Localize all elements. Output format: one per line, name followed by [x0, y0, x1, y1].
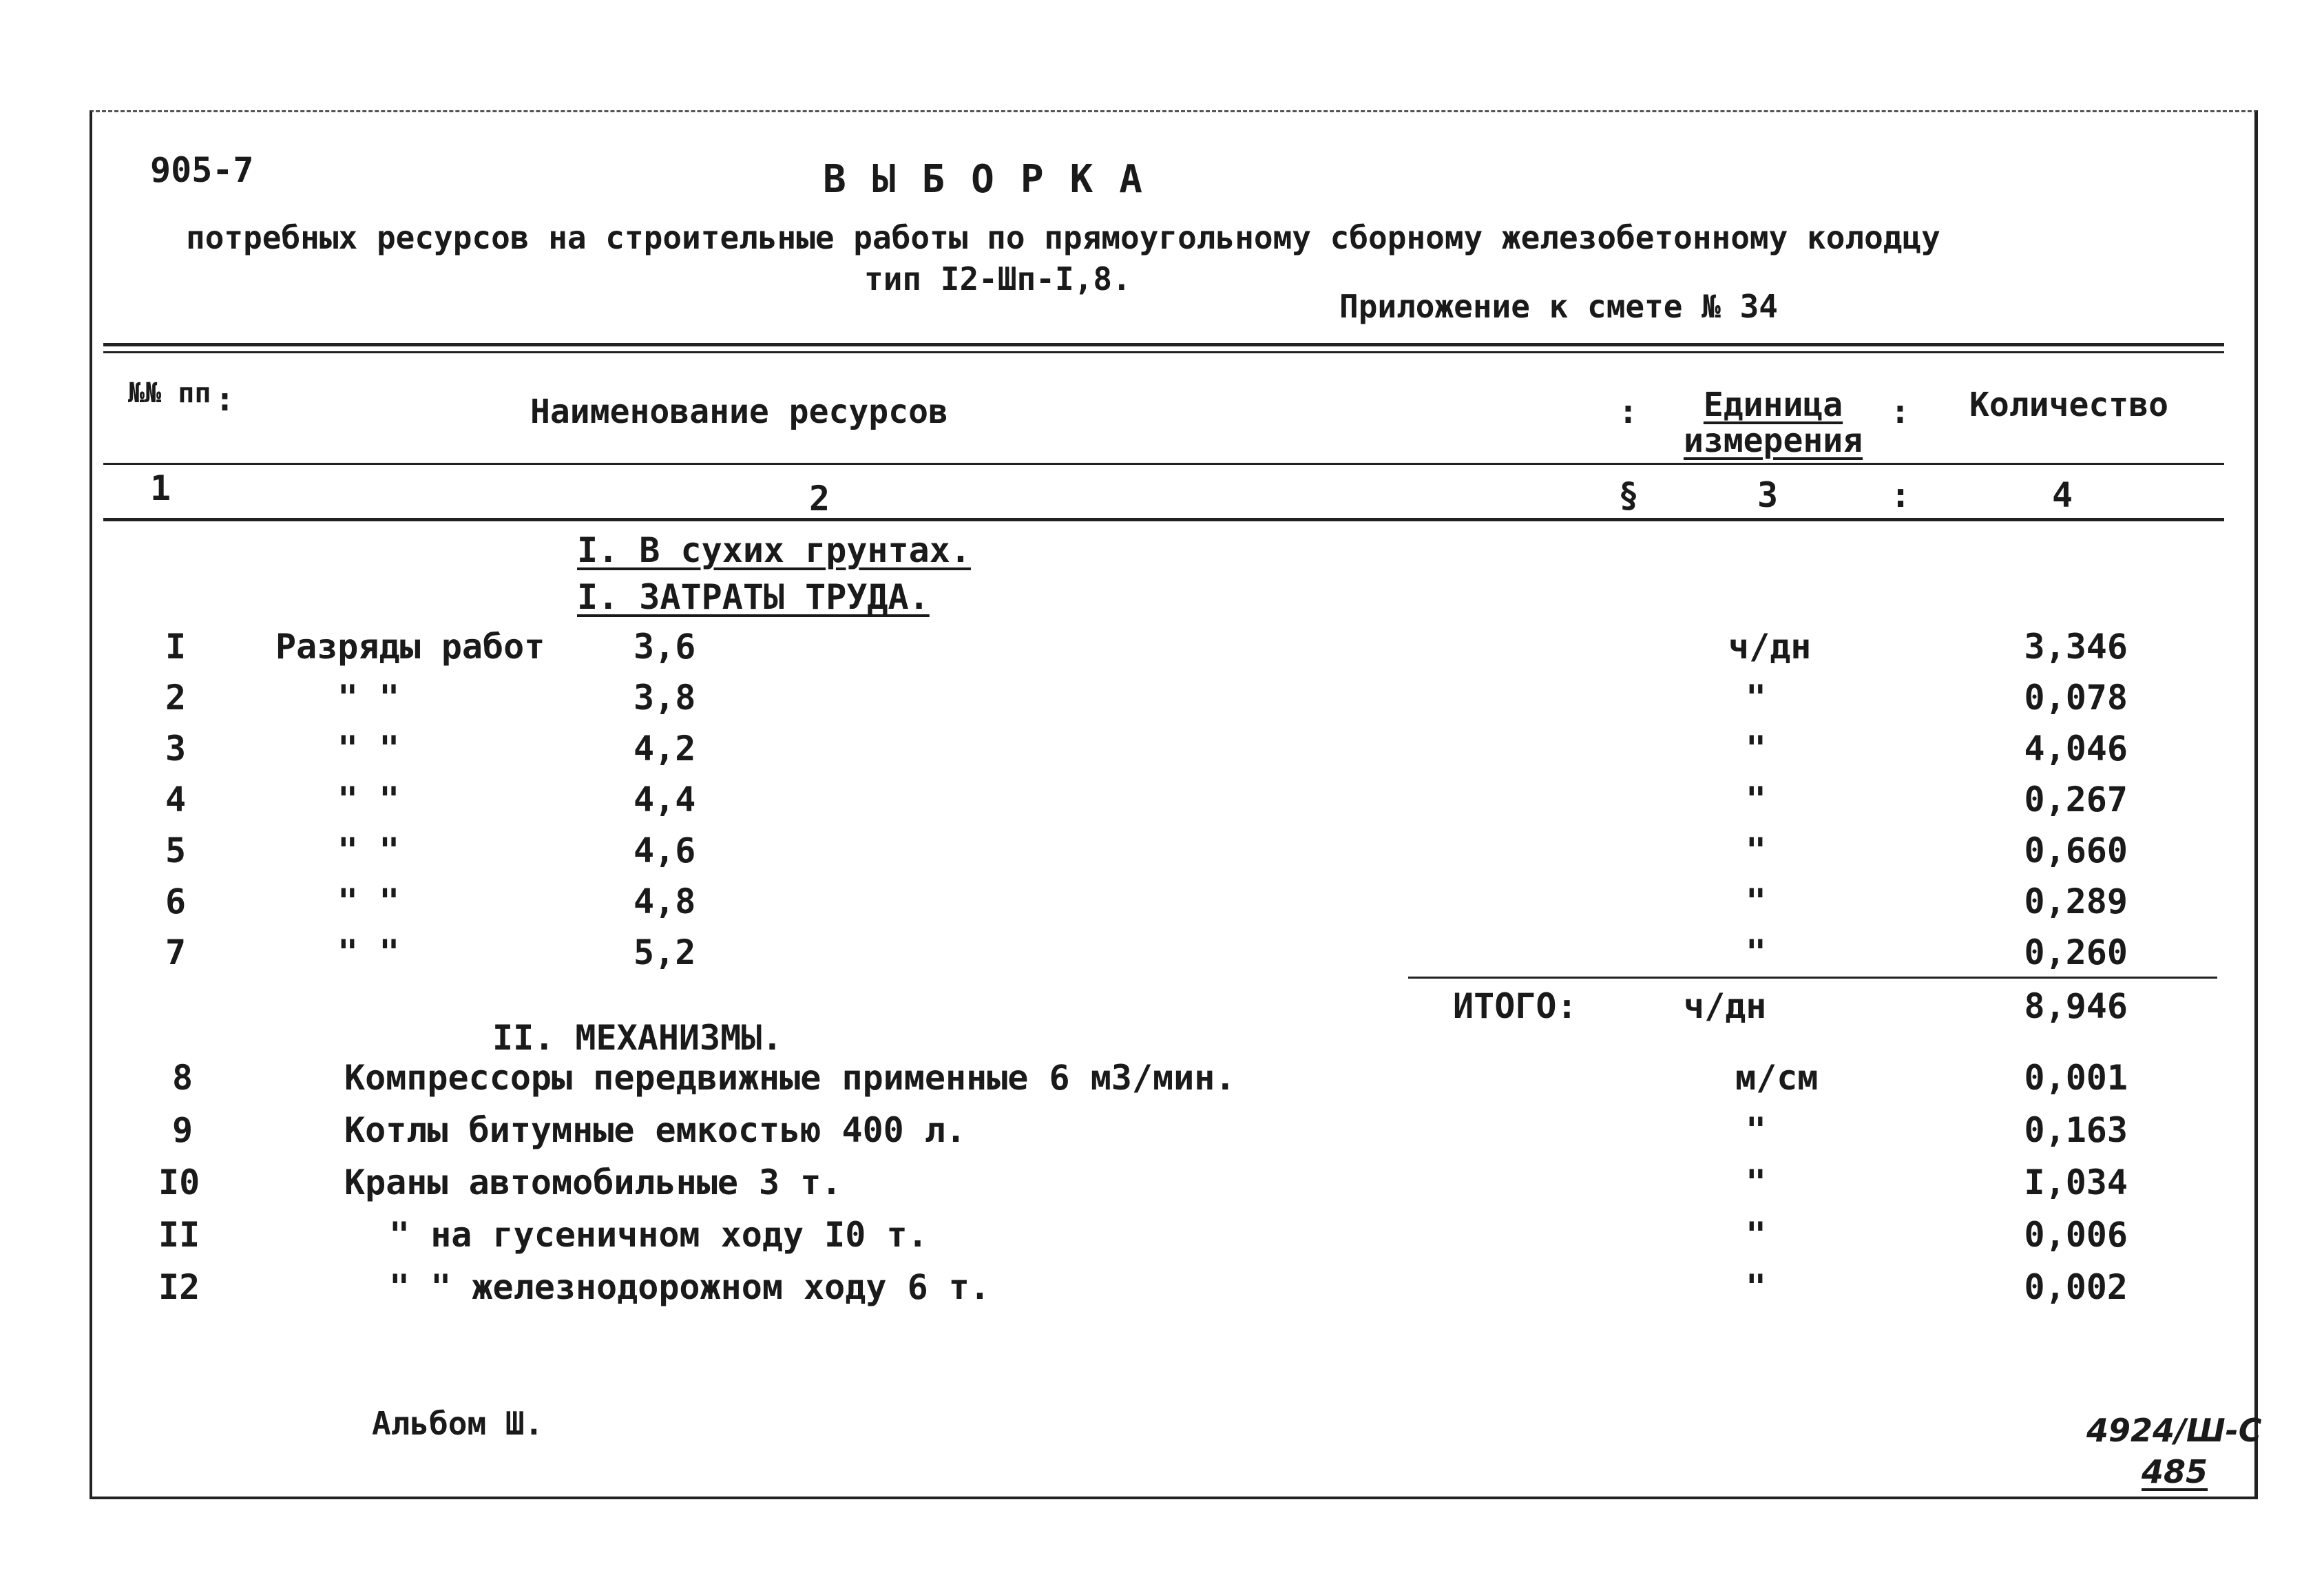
- mech-row-9-name: Котлы битумные емкостью 400 л.: [344, 1110, 967, 1150]
- mech-row-8-name: Компрессоры передвижные применные 6 м3/мин.: [344, 1058, 1236, 1098]
- mech-row-12-name: " " железнодорожном ходу 6 т.: [389, 1267, 990, 1307]
- total-rule: [1408, 977, 2217, 979]
- document-title: ВЫБОРКА: [823, 157, 1169, 202]
- mech-row-12-qty: 0,002: [2024, 1267, 2128, 1307]
- mech-row-12-num: I2: [158, 1267, 200, 1307]
- header-unit-1: Единица: [1703, 386, 1843, 424]
- labor-row-7-qty: 0,260: [2024, 932, 2128, 972]
- labor-row-3-unit: ": [1746, 729, 1767, 769]
- labor-row-2-qty: 0,078: [2024, 678, 2128, 718]
- labor-row-6-name: " ": [337, 882, 400, 921]
- mech-row-10-qty: I,034: [2024, 1163, 2128, 1202]
- labor-row-5-grade: 4,6: [634, 831, 696, 871]
- labor-row-7-num: 7: [165, 932, 187, 972]
- page-number: 485: [2142, 1453, 2208, 1490]
- labor-row-3-qty: 4,046: [2024, 729, 2128, 769]
- labor-row-6-grade: 4,8: [634, 882, 696, 921]
- mech-row-9-qty: 0,163: [2024, 1110, 2128, 1150]
- labor-row-6-qty: 0,289: [2024, 882, 2128, 921]
- total-label: ИТОГО:: [1453, 986, 1578, 1026]
- col-number-sep-2: :: [1890, 475, 1912, 515]
- labor-row-5-qty: 0,660: [2024, 831, 2128, 871]
- labor-row-4-num: 4: [165, 780, 187, 820]
- header-name: Наименование ресурсов: [530, 393, 948, 431]
- labor-row-4-name: " ": [337, 780, 400, 820]
- labor-row-1-qty: 3,346: [2024, 627, 2128, 667]
- col-number-3: 3: [1757, 475, 1779, 515]
- labor-row-2-num: 2: [165, 678, 187, 718]
- header-colon-1: :: [215, 380, 235, 419]
- header-num: №№ пп: [128, 377, 211, 409]
- table-top-rule-double: [103, 351, 2224, 353]
- labor-row-2-grade: 3,8: [634, 678, 696, 718]
- mech-row-8-qty: 0,001: [2024, 1058, 2128, 1098]
- section-labor: I. ЗАТРАТЫ ТРУДА.: [577, 577, 930, 617]
- mech-row-10-num: I0: [158, 1163, 200, 1202]
- header-qty: Количество: [1969, 386, 2168, 424]
- mech-row-9-num: 9: [172, 1110, 193, 1150]
- labor-row-7-grade: 5,2: [634, 932, 696, 972]
- labor-row-5-num: 5: [165, 831, 187, 871]
- document-subtitle: потребных ресурсов на строительные работы по прямоугольному сборному железобетонному колодцу: [186, 219, 1940, 256]
- appendix-label: Приложение к смете № 34: [1339, 288, 1778, 325]
- mech-row-11-unit: ": [1746, 1215, 1767, 1255]
- labor-row-5-name: " ": [337, 831, 400, 871]
- document-subtitle-type: тип I2-Шп-I,8.: [864, 260, 1131, 298]
- col-number-2: 2: [809, 479, 830, 519]
- col-number-sep: §: [1618, 475, 1640, 515]
- album-label: Альбом Ш.: [372, 1405, 544, 1442]
- mech-row-11-name: " на гусеничном ходу I0 т.: [389, 1215, 928, 1255]
- labor-row-5-unit: ": [1746, 831, 1767, 871]
- mech-row-10-unit: ": [1746, 1163, 1767, 1202]
- labor-row-1-name: Разряды работ: [275, 627, 545, 667]
- labor-row-3-name: " ": [337, 729, 400, 769]
- labor-row-4-grade: 4,4: [634, 780, 696, 820]
- labor-row-6-num: 6: [165, 882, 187, 921]
- numbers-bottom-rule: [103, 518, 2224, 521]
- labor-row-1-num: I: [165, 627, 187, 667]
- total-unit: ч/дн: [1684, 986, 1767, 1026]
- mech-row-8-num: 8: [172, 1058, 193, 1098]
- archive-stamp-number: 4924/Ш-С: [2086, 1412, 2262, 1449]
- col-number-4: 4: [2052, 475, 2073, 515]
- mech-row-11-qty: 0,006: [2024, 1215, 2128, 1255]
- header-unit-2: измерения: [1683, 421, 1863, 460]
- section-dry-soils: I. В сухих грунтах.: [577, 530, 971, 570]
- section-mechanisms: II. МЕХАНИЗМЫ.: [492, 1018, 783, 1058]
- labor-row-4-qty: 0,267: [2024, 780, 2128, 820]
- labor-row-3-num: 3: [165, 729, 187, 769]
- col-number-1: 1: [150, 468, 171, 508]
- document-code: 905-7: [150, 150, 254, 190]
- mech-row-8-unit: м/см: [1735, 1058, 1819, 1098]
- total-qty: 8,946: [2024, 986, 2128, 1026]
- labor-row-7-unit: ": [1746, 932, 1767, 972]
- labor-row-6-unit: ": [1746, 882, 1767, 921]
- labor-row-1-unit: ч/дн: [1728, 627, 1812, 667]
- mech-row-12-unit: ": [1746, 1267, 1767, 1307]
- labor-row-4-unit: ": [1746, 780, 1767, 820]
- table-top-rule: [103, 343, 2224, 346]
- mech-row-11-num: II: [158, 1215, 200, 1255]
- labor-row-2-name: " ": [337, 678, 400, 718]
- labor-row-7-name: " ": [337, 932, 400, 972]
- labor-row-2-unit: ": [1746, 678, 1767, 718]
- mech-row-10-name: Краны автомобильные 3 т.: [344, 1163, 842, 1202]
- mech-row-9-unit: ": [1746, 1110, 1767, 1150]
- header-colon-3: :: [1890, 393, 1910, 431]
- header-bottom-rule: [103, 463, 2224, 465]
- labor-row-1-grade: 3,6: [634, 627, 696, 667]
- header-colon-2: :: [1618, 393, 1638, 431]
- labor-row-3-grade: 4,2: [634, 729, 696, 769]
